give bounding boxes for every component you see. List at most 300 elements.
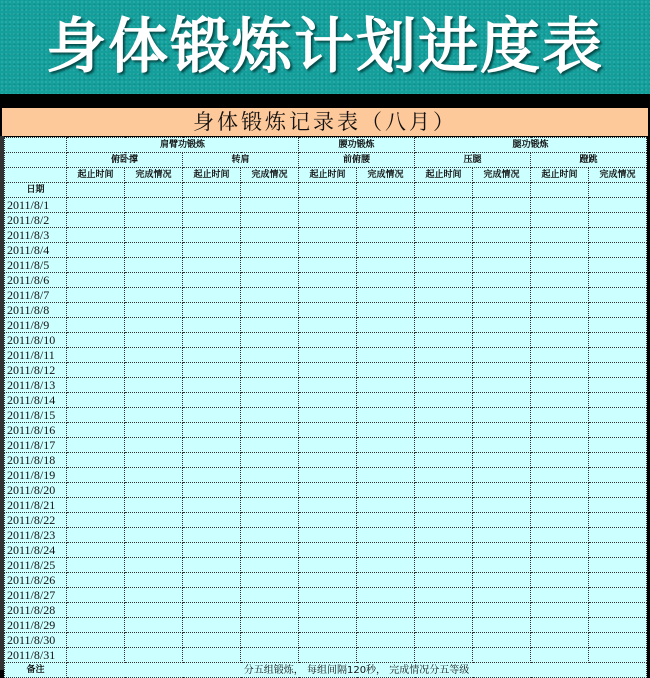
- completion-cell[interactable]: [589, 408, 647, 423]
- completion-cell[interactable]: [357, 588, 415, 603]
- time-range-cell[interactable]: [415, 378, 473, 393]
- completion-cell[interactable]: [589, 378, 647, 393]
- time-range-cell[interactable]: [531, 198, 589, 213]
- time-range-cell[interactable]: [183, 453, 241, 468]
- completion-cell[interactable]: [473, 423, 531, 438]
- completion-cell[interactable]: [357, 393, 415, 408]
- time-range-cell[interactable]: [183, 648, 241, 663]
- time-range-cell[interactable]: [183, 258, 241, 273]
- completion-cell[interactable]: [241, 303, 299, 318]
- time-range-cell[interactable]: [67, 393, 125, 408]
- completion-cell[interactable]: [589, 498, 647, 513]
- completion-cell[interactable]: [589, 453, 647, 468]
- time-range-cell[interactable]: [183, 273, 241, 288]
- time-range-cell[interactable]: [299, 528, 357, 543]
- time-range-cell[interactable]: [531, 423, 589, 438]
- time-range-cell[interactable]: [183, 588, 241, 603]
- time-range-cell[interactable]: [67, 618, 125, 633]
- completion-cell[interactable]: [589, 558, 647, 573]
- completion-cell[interactable]: [241, 213, 299, 228]
- time-range-cell[interactable]: [415, 633, 473, 648]
- time-range-cell[interactable]: [415, 483, 473, 498]
- time-range-cell[interactable]: [531, 378, 589, 393]
- completion-cell[interactable]: [241, 528, 299, 543]
- completion-cell[interactable]: [241, 633, 299, 648]
- completion-cell[interactable]: [473, 483, 531, 498]
- completion-cell[interactable]: [589, 468, 647, 483]
- completion-cell[interactable]: [473, 648, 531, 663]
- time-range-cell[interactable]: [531, 243, 589, 258]
- completion-cell[interactable]: [589, 228, 647, 243]
- completion-cell[interactable]: [357, 498, 415, 513]
- time-range-cell[interactable]: [531, 273, 589, 288]
- completion-cell[interactable]: [241, 243, 299, 258]
- completion-cell[interactable]: [589, 513, 647, 528]
- completion-cell[interactable]: [125, 198, 183, 213]
- time-range-cell[interactable]: [415, 618, 473, 633]
- completion-cell[interactable]: [125, 618, 183, 633]
- time-range-cell[interactable]: [299, 228, 357, 243]
- completion-cell[interactable]: [473, 468, 531, 483]
- completion-cell[interactable]: [473, 378, 531, 393]
- time-range-cell[interactable]: [415, 543, 473, 558]
- time-range-cell[interactable]: [183, 438, 241, 453]
- completion-cell[interactable]: [473, 558, 531, 573]
- completion-cell[interactable]: [357, 648, 415, 663]
- time-range-cell[interactable]: [183, 213, 241, 228]
- time-range-cell[interactable]: [415, 348, 473, 363]
- time-range-cell[interactable]: [299, 543, 357, 558]
- completion-cell[interactable]: [125, 603, 183, 618]
- blank-cell[interactable]: [125, 183, 183, 198]
- time-range-cell[interactable]: [531, 318, 589, 333]
- time-range-cell[interactable]: [183, 408, 241, 423]
- time-range-cell[interactable]: [299, 588, 357, 603]
- completion-cell[interactable]: [357, 423, 415, 438]
- completion-cell[interactable]: [357, 603, 415, 618]
- time-range-cell[interactable]: [299, 483, 357, 498]
- time-range-cell[interactable]: [67, 423, 125, 438]
- completion-cell[interactable]: [357, 363, 415, 378]
- completion-cell[interactable]: [125, 423, 183, 438]
- time-range-cell[interactable]: [299, 468, 357, 483]
- time-range-cell[interactable]: [415, 453, 473, 468]
- completion-cell[interactable]: [125, 228, 183, 243]
- completion-cell[interactable]: [125, 513, 183, 528]
- completion-cell[interactable]: [357, 618, 415, 633]
- completion-cell[interactable]: [357, 543, 415, 558]
- time-range-cell[interactable]: [67, 543, 125, 558]
- completion-cell[interactable]: [473, 513, 531, 528]
- completion-cell[interactable]: [473, 453, 531, 468]
- time-range-cell[interactable]: [67, 288, 125, 303]
- completion-cell[interactable]: [357, 273, 415, 288]
- completion-cell[interactable]: [241, 273, 299, 288]
- time-range-cell[interactable]: [183, 333, 241, 348]
- completion-cell[interactable]: [589, 573, 647, 588]
- time-range-cell[interactable]: [531, 363, 589, 378]
- time-range-cell[interactable]: [299, 438, 357, 453]
- completion-cell[interactable]: [125, 648, 183, 663]
- time-range-cell[interactable]: [531, 333, 589, 348]
- time-range-cell[interactable]: [67, 633, 125, 648]
- time-range-cell[interactable]: [415, 198, 473, 213]
- completion-cell[interactable]: [473, 258, 531, 273]
- completion-cell[interactable]: [125, 543, 183, 558]
- completion-cell[interactable]: [589, 618, 647, 633]
- completion-cell[interactable]: [241, 543, 299, 558]
- time-range-cell[interactable]: [299, 198, 357, 213]
- completion-cell[interactable]: [125, 363, 183, 378]
- time-range-cell[interactable]: [415, 333, 473, 348]
- time-range-cell[interactable]: [415, 648, 473, 663]
- time-range-cell[interactable]: [183, 378, 241, 393]
- completion-cell[interactable]: [241, 573, 299, 588]
- completion-cell[interactable]: [589, 213, 647, 228]
- completion-cell[interactable]: [473, 543, 531, 558]
- time-range-cell[interactable]: [531, 543, 589, 558]
- time-range-cell[interactable]: [299, 318, 357, 333]
- time-range-cell[interactable]: [531, 288, 589, 303]
- blank-cell[interactable]: [67, 183, 125, 198]
- time-range-cell[interactable]: [299, 423, 357, 438]
- completion-cell[interactable]: [241, 393, 299, 408]
- time-range-cell[interactable]: [67, 588, 125, 603]
- completion-cell[interactable]: [125, 528, 183, 543]
- completion-cell[interactable]: [473, 588, 531, 603]
- completion-cell[interactable]: [125, 348, 183, 363]
- time-range-cell[interactable]: [183, 603, 241, 618]
- time-range-cell[interactable]: [67, 513, 125, 528]
- completion-cell[interactable]: [241, 513, 299, 528]
- time-range-cell[interactable]: [299, 288, 357, 303]
- time-range-cell[interactable]: [415, 528, 473, 543]
- time-range-cell[interactable]: [183, 288, 241, 303]
- completion-cell[interactable]: [357, 333, 415, 348]
- blank-cell[interactable]: [531, 183, 589, 198]
- time-range-cell[interactable]: [67, 498, 125, 513]
- completion-cell[interactable]: [473, 213, 531, 228]
- time-range-cell[interactable]: [183, 468, 241, 483]
- completion-cell[interactable]: [473, 528, 531, 543]
- blank-cell[interactable]: [415, 183, 473, 198]
- time-range-cell[interactable]: [183, 243, 241, 258]
- completion-cell[interactable]: [241, 498, 299, 513]
- completion-cell[interactable]: [125, 273, 183, 288]
- completion-cell[interactable]: [125, 573, 183, 588]
- time-range-cell[interactable]: [299, 303, 357, 318]
- completion-cell[interactable]: [241, 648, 299, 663]
- completion-cell[interactable]: [125, 588, 183, 603]
- time-range-cell[interactable]: [67, 438, 125, 453]
- time-range-cell[interactable]: [531, 573, 589, 588]
- completion-cell[interactable]: [473, 198, 531, 213]
- completion-cell[interactable]: [357, 318, 415, 333]
- completion-cell[interactable]: [125, 318, 183, 333]
- completion-cell[interactable]: [241, 603, 299, 618]
- time-range-cell[interactable]: [299, 333, 357, 348]
- time-range-cell[interactable]: [67, 228, 125, 243]
- completion-cell[interactable]: [589, 648, 647, 663]
- completion-cell[interactable]: [473, 348, 531, 363]
- time-range-cell[interactable]: [415, 603, 473, 618]
- time-range-cell[interactable]: [183, 228, 241, 243]
- time-range-cell[interactable]: [415, 558, 473, 573]
- time-range-cell[interactable]: [415, 213, 473, 228]
- completion-cell[interactable]: [473, 603, 531, 618]
- time-range-cell[interactable]: [415, 288, 473, 303]
- time-range-cell[interactable]: [67, 378, 125, 393]
- time-range-cell[interactable]: [183, 498, 241, 513]
- completion-cell[interactable]: [589, 588, 647, 603]
- completion-cell[interactable]: [357, 303, 415, 318]
- completion-cell[interactable]: [241, 618, 299, 633]
- time-range-cell[interactable]: [531, 498, 589, 513]
- time-range-cell[interactable]: [299, 618, 357, 633]
- time-range-cell[interactable]: [415, 573, 473, 588]
- completion-cell[interactable]: [125, 438, 183, 453]
- time-range-cell[interactable]: [299, 393, 357, 408]
- time-range-cell[interactable]: [183, 573, 241, 588]
- completion-cell[interactable]: [473, 333, 531, 348]
- completion-cell[interactable]: [357, 198, 415, 213]
- completion-cell[interactable]: [473, 618, 531, 633]
- time-range-cell[interactable]: [415, 438, 473, 453]
- time-range-cell[interactable]: [299, 243, 357, 258]
- completion-cell[interactable]: [241, 453, 299, 468]
- time-range-cell[interactable]: [67, 528, 125, 543]
- completion-cell[interactable]: [125, 558, 183, 573]
- blank-cell[interactable]: [473, 183, 531, 198]
- time-range-cell[interactable]: [531, 213, 589, 228]
- time-range-cell[interactable]: [299, 558, 357, 573]
- completion-cell[interactable]: [241, 258, 299, 273]
- completion-cell[interactable]: [473, 303, 531, 318]
- completion-cell[interactable]: [473, 288, 531, 303]
- completion-cell[interactable]: [241, 483, 299, 498]
- completion-cell[interactable]: [241, 288, 299, 303]
- time-range-cell[interactable]: [67, 198, 125, 213]
- time-range-cell[interactable]: [183, 348, 241, 363]
- time-range-cell[interactable]: [531, 393, 589, 408]
- time-range-cell[interactable]: [299, 513, 357, 528]
- completion-cell[interactable]: [241, 423, 299, 438]
- time-range-cell[interactable]: [183, 318, 241, 333]
- time-range-cell[interactable]: [299, 453, 357, 468]
- time-range-cell[interactable]: [299, 363, 357, 378]
- completion-cell[interactable]: [125, 498, 183, 513]
- time-range-cell[interactable]: [299, 258, 357, 273]
- time-range-cell[interactable]: [415, 303, 473, 318]
- time-range-cell[interactable]: [415, 243, 473, 258]
- completion-cell[interactable]: [357, 213, 415, 228]
- completion-cell[interactable]: [357, 288, 415, 303]
- time-range-cell[interactable]: [183, 558, 241, 573]
- completion-cell[interactable]: [357, 438, 415, 453]
- time-range-cell[interactable]: [531, 438, 589, 453]
- time-range-cell[interactable]: [183, 483, 241, 498]
- completion-cell[interactable]: [241, 378, 299, 393]
- time-range-cell[interactable]: [531, 348, 589, 363]
- completion-cell[interactable]: [589, 363, 647, 378]
- completion-cell[interactable]: [241, 588, 299, 603]
- completion-cell[interactable]: [473, 228, 531, 243]
- blank-cell[interactable]: [357, 183, 415, 198]
- time-range-cell[interactable]: [67, 258, 125, 273]
- completion-cell[interactable]: [589, 393, 647, 408]
- time-range-cell[interactable]: [183, 393, 241, 408]
- time-range-cell[interactable]: [415, 393, 473, 408]
- completion-cell[interactable]: [357, 558, 415, 573]
- completion-cell[interactable]: [589, 633, 647, 648]
- time-range-cell[interactable]: [531, 558, 589, 573]
- time-range-cell[interactable]: [531, 648, 589, 663]
- completion-cell[interactable]: [473, 408, 531, 423]
- time-range-cell[interactable]: [415, 318, 473, 333]
- completion-cell[interactable]: [589, 543, 647, 558]
- time-range-cell[interactable]: [531, 633, 589, 648]
- completion-cell[interactable]: [125, 378, 183, 393]
- time-range-cell[interactable]: [67, 573, 125, 588]
- time-range-cell[interactable]: [415, 588, 473, 603]
- time-range-cell[interactable]: [415, 228, 473, 243]
- completion-cell[interactable]: [125, 288, 183, 303]
- completion-cell[interactable]: [589, 198, 647, 213]
- completion-cell[interactable]: [125, 468, 183, 483]
- time-range-cell[interactable]: [67, 603, 125, 618]
- time-range-cell[interactable]: [183, 423, 241, 438]
- completion-cell[interactable]: [589, 258, 647, 273]
- completion-cell[interactable]: [241, 333, 299, 348]
- completion-cell[interactable]: [357, 528, 415, 543]
- completion-cell[interactable]: [241, 408, 299, 423]
- time-range-cell[interactable]: [67, 468, 125, 483]
- completion-cell[interactable]: [125, 333, 183, 348]
- time-range-cell[interactable]: [67, 648, 125, 663]
- completion-cell[interactable]: [473, 633, 531, 648]
- time-range-cell[interactable]: [531, 453, 589, 468]
- completion-cell[interactable]: [473, 243, 531, 258]
- completion-cell[interactable]: [473, 393, 531, 408]
- time-range-cell[interactable]: [415, 258, 473, 273]
- time-range-cell[interactable]: [415, 363, 473, 378]
- time-range-cell[interactable]: [415, 408, 473, 423]
- completion-cell[interactable]: [473, 363, 531, 378]
- completion-cell[interactable]: [125, 213, 183, 228]
- completion-cell[interactable]: [589, 318, 647, 333]
- time-range-cell[interactable]: [299, 498, 357, 513]
- completion-cell[interactable]: [241, 558, 299, 573]
- completion-cell[interactable]: [357, 378, 415, 393]
- completion-cell[interactable]: [473, 273, 531, 288]
- time-range-cell[interactable]: [531, 618, 589, 633]
- completion-cell[interactable]: [589, 333, 647, 348]
- time-range-cell[interactable]: [299, 633, 357, 648]
- completion-cell[interactable]: [241, 228, 299, 243]
- time-range-cell[interactable]: [415, 423, 473, 438]
- time-range-cell[interactable]: [299, 573, 357, 588]
- completion-cell[interactable]: [357, 453, 415, 468]
- completion-cell[interactable]: [241, 348, 299, 363]
- time-range-cell[interactable]: [299, 378, 357, 393]
- time-range-cell[interactable]: [67, 453, 125, 468]
- completion-cell[interactable]: [589, 423, 647, 438]
- time-range-cell[interactable]: [531, 588, 589, 603]
- completion-cell[interactable]: [589, 273, 647, 288]
- time-range-cell[interactable]: [183, 198, 241, 213]
- completion-cell[interactable]: [357, 348, 415, 363]
- blank-cell[interactable]: [589, 183, 647, 198]
- time-range-cell[interactable]: [183, 528, 241, 543]
- completion-cell[interactable]: [357, 228, 415, 243]
- completion-cell[interactable]: [125, 453, 183, 468]
- time-range-cell[interactable]: [531, 468, 589, 483]
- completion-cell[interactable]: [241, 363, 299, 378]
- completion-cell[interactable]: [357, 468, 415, 483]
- completion-cell[interactable]: [589, 528, 647, 543]
- time-range-cell[interactable]: [67, 408, 125, 423]
- time-range-cell[interactable]: [415, 513, 473, 528]
- completion-cell[interactable]: [473, 318, 531, 333]
- time-range-cell[interactable]: [299, 408, 357, 423]
- time-range-cell[interactable]: [415, 468, 473, 483]
- time-range-cell[interactable]: [67, 483, 125, 498]
- time-range-cell[interactable]: [299, 648, 357, 663]
- time-range-cell[interactable]: [67, 333, 125, 348]
- time-range-cell[interactable]: [415, 273, 473, 288]
- completion-cell[interactable]: [241, 438, 299, 453]
- completion-cell[interactable]: [357, 408, 415, 423]
- time-range-cell[interactable]: [531, 258, 589, 273]
- completion-cell[interactable]: [473, 498, 531, 513]
- time-range-cell[interactable]: [299, 213, 357, 228]
- completion-cell[interactable]: [357, 573, 415, 588]
- time-range-cell[interactable]: [183, 618, 241, 633]
- completion-cell[interactable]: [589, 483, 647, 498]
- time-range-cell[interactable]: [299, 348, 357, 363]
- time-range-cell[interactable]: [299, 603, 357, 618]
- time-range-cell[interactable]: [67, 558, 125, 573]
- completion-cell[interactable]: [125, 408, 183, 423]
- time-range-cell[interactable]: [531, 408, 589, 423]
- completion-cell[interactable]: [589, 438, 647, 453]
- completion-cell[interactable]: [357, 633, 415, 648]
- time-range-cell[interactable]: [67, 348, 125, 363]
- completion-cell[interactable]: [125, 633, 183, 648]
- time-range-cell[interactable]: [531, 303, 589, 318]
- completion-cell[interactable]: [241, 198, 299, 213]
- time-range-cell[interactable]: [183, 543, 241, 558]
- completion-cell[interactable]: [125, 483, 183, 498]
- time-range-cell[interactable]: [299, 273, 357, 288]
- completion-cell[interactable]: [589, 288, 647, 303]
- completion-cell[interactable]: [125, 303, 183, 318]
- time-range-cell[interactable]: [531, 483, 589, 498]
- completion-cell[interactable]: [125, 258, 183, 273]
- completion-cell[interactable]: [125, 393, 183, 408]
- blank-cell[interactable]: [183, 183, 241, 198]
- time-range-cell[interactable]: [531, 228, 589, 243]
- time-range-cell[interactable]: [67, 213, 125, 228]
- completion-cell[interactable]: [357, 483, 415, 498]
- completion-cell[interactable]: [357, 513, 415, 528]
- completion-cell[interactable]: [125, 243, 183, 258]
- completion-cell[interactable]: [473, 438, 531, 453]
- completion-cell[interactable]: [357, 258, 415, 273]
- completion-cell[interactable]: [589, 603, 647, 618]
- completion-cell[interactable]: [589, 348, 647, 363]
- time-range-cell[interactable]: [67, 303, 125, 318]
